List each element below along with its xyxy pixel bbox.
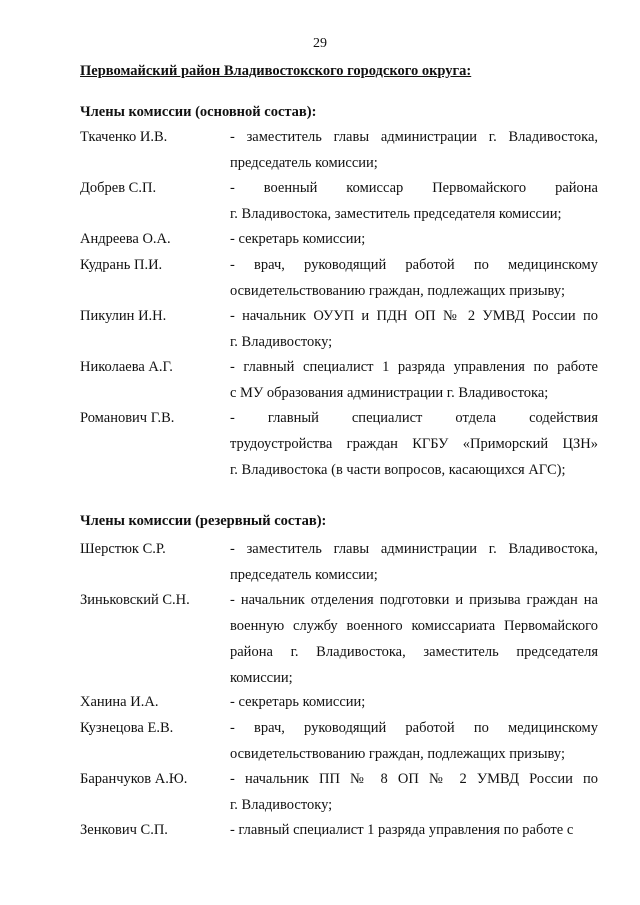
role-line: - главный специалист 1 разряда управления по работе [230, 359, 598, 375]
member-name: Кудрань П.И. [80, 257, 163, 273]
member-role [230, 822, 598, 848]
member-name: Кузнецова Е.В. [80, 720, 174, 736]
role-line: - врач, руководящий работой по медицинскому [230, 257, 598, 273]
member-name: Ханина И.А. [80, 694, 159, 710]
page-number: 29 [313, 36, 327, 51]
role-line: - главный специалист отдела содействия [230, 410, 598, 426]
member-role [230, 720, 598, 772]
member-role [230, 592, 598, 696]
member-role [230, 410, 598, 488]
role-line: трудоустройства граждан КГБУ «Приморский ЦЗН» [230, 436, 598, 452]
member-name: Зенкович С.П. [80, 822, 168, 838]
member-name: Романович Г.В. [80, 410, 175, 426]
role-line: - главный специалист 1 разряда управления по работе с [230, 822, 574, 838]
member-role [230, 359, 598, 411]
member-role [230, 129, 598, 181]
role-line: - военный комиссар Первомайского района [230, 180, 598, 196]
member-name: Добрев С.П. [80, 180, 157, 196]
member-role [230, 257, 598, 309]
member-role [230, 308, 598, 360]
role-line: г. Владивостока, заместитель председателя комиссии; [230, 206, 562, 222]
member-name: Андреева О.А. [80, 231, 171, 247]
role-line: - заместитель главы администрации г. Владивостока, [230, 541, 598, 557]
role-line: района г. Владивостока, заместитель председателя [230, 644, 598, 660]
role-line: с МУ образования администрации г. Владивостока; [230, 385, 549, 401]
role-line: - секретарь комиссии; [230, 231, 366, 247]
member-role [230, 231, 598, 257]
reserve-section-heading: Члены комиссии (резервный состав): [80, 513, 327, 529]
main-section-heading: Члены комиссии (основной состав): [80, 104, 317, 120]
role-line: - секретарь комиссии; [230, 694, 366, 710]
member-name: Пикулин И.Н. [80, 308, 167, 324]
member-name: Шерстюк С.Р. [80, 541, 166, 557]
member-role [230, 541, 598, 593]
role-line: комиссии; [230, 670, 293, 686]
member-name: Зиньковский С.Н. [80, 592, 190, 608]
member-name: Николаева А.Г. [80, 359, 173, 375]
role-line: военную службу военного комиссариата Первомайского [230, 618, 598, 634]
role-line: - врач, руководящий работой по медицинскому [230, 720, 598, 736]
role-line: освидетельствованию граждан, подлежащих призыву; [230, 746, 565, 762]
member-role [230, 771, 598, 823]
role-line: председатель комиссии; [230, 567, 378, 583]
role-line: г. Владивостока (в части вопросов, касающихся АГС); [230, 462, 566, 478]
role-line: - начальник отделения подготовки и призыва граждан на [230, 592, 598, 608]
district-title: Первомайский район Владивостокского городского округа: [80, 63, 472, 79]
role-line: освидетельствованию граждан, подлежащих призыву; [230, 283, 565, 299]
role-line: - начальник ОУУП и ПДН ОП № 2 УМВД России по [230, 308, 598, 324]
role-line: - заместитель главы администрации г. Владивостока, [230, 129, 598, 145]
member-role [230, 180, 598, 232]
role-line: председатель комиссии; [230, 155, 378, 171]
role-line: г. Владивостоку; [230, 797, 333, 813]
member-role [230, 694, 598, 720]
member-name: Ткаченко И.В. [80, 129, 168, 145]
role-line: г. Владивостоку; [230, 334, 333, 350]
member-name: Баранчуков А.Ю. [80, 771, 188, 787]
role-line: - начальник ПП № 8 ОП № 2 УМВД России по [230, 771, 598, 787]
